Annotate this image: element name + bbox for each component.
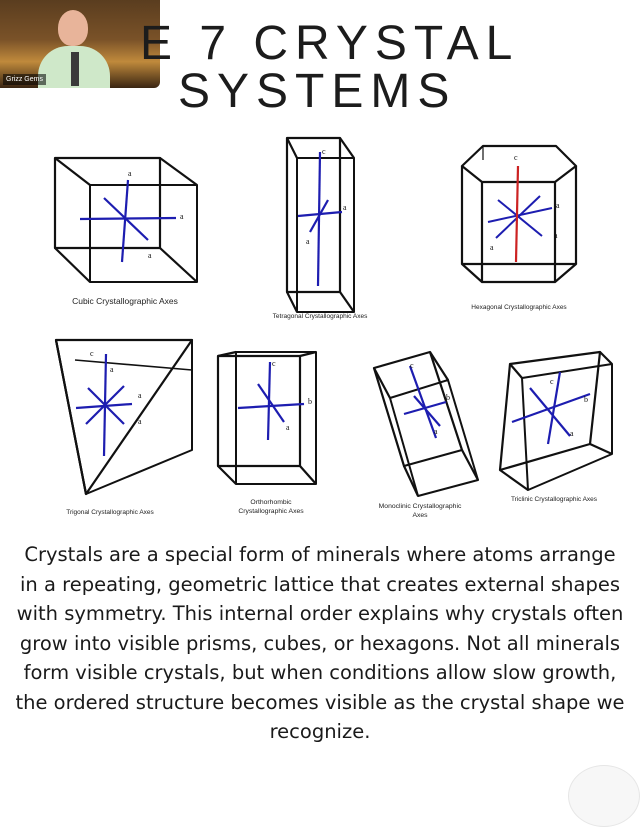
caption-triclinic: Triclinic Crystallographic Axes: [510, 496, 598, 503]
axis-label: c: [322, 147, 326, 156]
axis-label: c: [410, 361, 414, 370]
axis-label: a: [490, 243, 494, 252]
hexagonal-crystal: [462, 146, 576, 282]
watermark-logo: [568, 765, 640, 827]
axis-label: a: [554, 231, 558, 240]
axis-label: a: [128, 169, 132, 178]
axis-label: a: [138, 391, 142, 400]
cubic-crystal: [55, 158, 197, 282]
axis-label: a: [138, 417, 142, 426]
video-participant-tile[interactable]: [0, 0, 160, 88]
orthorhombic-crystal: [218, 352, 316, 484]
participant-name-tag: Grizz Gems: [3, 74, 46, 85]
tetragonal-crystal: [287, 138, 354, 312]
caption-monoclinic: Monoclinic Crystallographic Axes: [378, 503, 462, 519]
monoclinic-crystal: [374, 352, 478, 496]
axis-label: a: [434, 427, 438, 436]
axis-label: c: [550, 377, 554, 386]
axis-label: c: [514, 153, 518, 162]
description-paragraph: Crystals are a special form of minerals where atoms arrange in a repeating, geometric lattice that creates external shapes with symmetry. This internal order explains why crystals often grow into visible prisms, cubes, or hexagons. Not all minerals form visible crystals, but when conditions allow slow growth, the ordered structure becomes visible as the crystal shape we recognize.: [15, 543, 625, 743]
participant-head: [58, 10, 88, 46]
axis-label: a: [110, 365, 114, 374]
caption-orthorhombic: Orthorhombic Crystallographic Axes: [238, 499, 304, 515]
title-line-1: E 7 CRYSTAL: [140, 17, 520, 70]
axis-label: c: [90, 349, 94, 358]
axis-label: b: [308, 397, 312, 406]
axis-label: b: [446, 393, 450, 402]
axis-label: a: [306, 237, 310, 246]
slide-title: [140, 17, 640, 118]
trigonal-crystal: [56, 340, 192, 494]
participant-tie: [71, 52, 79, 86]
axis-label: a: [556, 201, 560, 210]
caption-hexagonal: Hexagonal Crystallographic Axes: [471, 304, 567, 311]
title-line-2: SYSTEMS: [178, 65, 457, 118]
axis-label: a: [570, 429, 574, 438]
axis-label: c: [272, 359, 276, 368]
triclinic-crystal: [500, 352, 612, 490]
axis-label: a: [180, 212, 184, 221]
crystal-systems-diagram: [0, 120, 640, 530]
caption-tetragonal: Tetragonal Crystallographic Axes: [272, 313, 368, 320]
caption-trigonal: Trigonal Crystallographic Axes: [66, 509, 154, 516]
axis-label: a: [343, 203, 347, 212]
axis-label: a: [148, 251, 152, 260]
caption-cubic: Cubic Crystallographic Axes: [72, 296, 178, 306]
axis-label: a: [286, 423, 290, 432]
axis-label: b: [584, 395, 588, 404]
